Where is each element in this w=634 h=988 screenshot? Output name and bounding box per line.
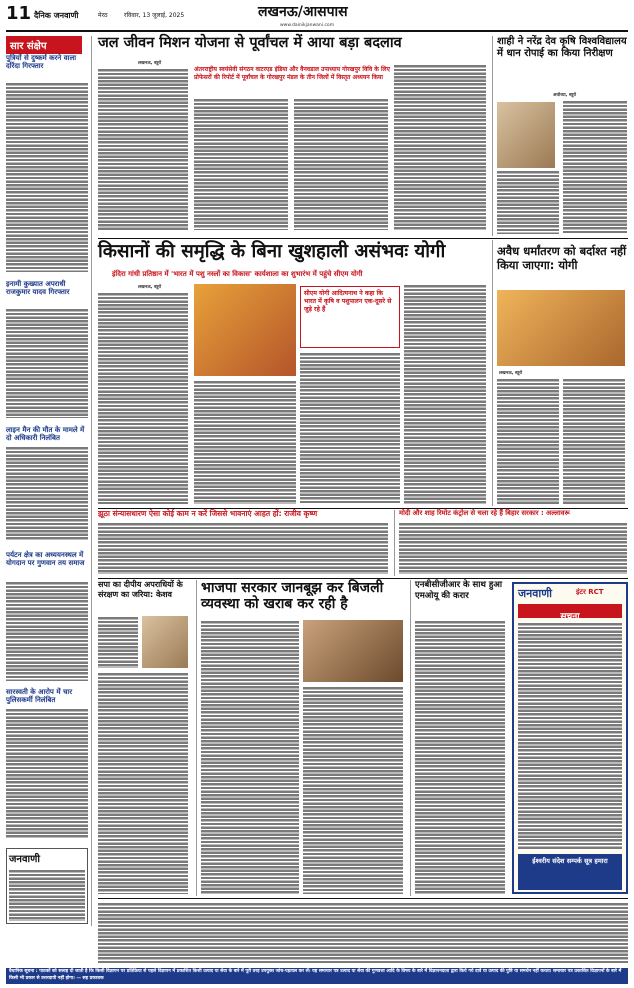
bottom-a-col bbox=[98, 672, 188, 894]
right-mid-headline: अवैध धर्मांतरण को बर्दाश्त नहीं किया जाएगा: योगी bbox=[497, 244, 627, 272]
ad-title-box bbox=[518, 604, 622, 622]
top-story-byline: लखनऊ, ब्यूरो bbox=[138, 61, 162, 66]
bottom-b-headline: भाजपा सरकार जानबूझ कर बिजली व्यवस्था को खराब कर रही है bbox=[201, 580, 384, 612]
website[interactable]: www.dainikjanwani.com bbox=[280, 23, 335, 28]
right-top-byline: अयोध्या, ब्यूरो bbox=[553, 93, 577, 98]
sidebar-item-head: पुत्रियों से दुष्कर्म करने वाला दरिंदा गिरफ्तार bbox=[6, 54, 77, 70]
section-title: लखनऊ/आसपास bbox=[258, 4, 348, 20]
ad-logo: जनवाणी bbox=[518, 587, 553, 600]
imprint-lines bbox=[9, 869, 85, 921]
sidebar-title: सार संक्षेप bbox=[6, 36, 82, 54]
right-top-story bbox=[492, 36, 628, 236]
lead-headline: किसानों की समृद्धि के बिना खुशहाली असंभवः योगी bbox=[98, 241, 446, 262]
office-contacts bbox=[98, 902, 628, 964]
ad-footer: ईश्वरीय संदेश सम्पर्क सूत्र हमारा bbox=[532, 857, 608, 865]
divider bbox=[98, 238, 628, 239]
top-story bbox=[98, 36, 486, 236]
paper-name: दैनिक जनवाणी bbox=[34, 11, 79, 20]
issue-date: रविवार, 13 जुलाई, 2025 bbox=[124, 12, 185, 19]
lead-col bbox=[98, 292, 188, 504]
photo-akhilesh bbox=[303, 620, 403, 682]
sidebar-item-head: सारस्वती के आरोप में चार पुलिसकर्मी निलंबित bbox=[6, 688, 73, 704]
right-mid-col bbox=[497, 378, 559, 504]
sidebar bbox=[6, 36, 92, 926]
strip-left-col bbox=[98, 522, 388, 574]
lead-col bbox=[300, 352, 400, 504]
legal-notice-bar bbox=[6, 968, 628, 984]
divider bbox=[98, 578, 628, 579]
ad-caption: इंटर RCT bbox=[576, 588, 604, 596]
right-mid-story bbox=[492, 240, 628, 506]
sidebar-item-body bbox=[6, 708, 88, 838]
bottom-c-headline: एनबीसीजीआर के साथ हुआ एमओयू की करार bbox=[415, 580, 503, 601]
top-story-headline: जल जीवन मिशन योजना से पूर्वांचल में आया बड़ा बदलाव bbox=[98, 35, 402, 51]
legal-notice: वैधानिक सूचना : पाठकों को सलाह दी जाती है कि किसी विज्ञापन पर प्रतिक्रिया से पहले विज्ञापन में प्रकाशित किसी उत्पाद या सेवा के बारे में पूरी तरह उपयुक्त जांच-पड़ताल कर लें। यह समाचार पत्र उत्पाद या सेवा की गुणवत्ता आदि के विषय के बारे में विज्ञापनदाता द्वारा किये गये दावे या उत्पाद की पुष्टि या समर्थन नहीं करता। समाचार पत्र प्रकाशित विज्ञापनों के बारे में किसी भी प्रकार से उत्तरदायी नहीं होगा। — सह प्रकाशक bbox=[9, 969, 622, 981]
bottom-b-story bbox=[196, 580, 404, 896]
strip-right-headline: मोदी और शाह रिमोट कंट्रोल से चला रहे हैं बिहार सरकार : अल्लावरू bbox=[399, 509, 570, 517]
lead-pullquote-box bbox=[300, 286, 400, 348]
sidebar-logo bbox=[6, 848, 88, 924]
bottom-b-col bbox=[303, 686, 403, 894]
right-top-col bbox=[497, 170, 559, 234]
ad-body bbox=[518, 622, 622, 850]
photo-cm-yogi bbox=[194, 284, 296, 376]
right-mid-col bbox=[563, 378, 625, 504]
lead-pullquote: सीएम योगी आदित्यनाथ ने कहा कि भारत में कृषि व पशुपालन एक-दूसरे से जुड़े रहे हैं bbox=[304, 290, 392, 313]
page-number: 11 bbox=[6, 3, 32, 24]
lead-col bbox=[404, 284, 486, 504]
sidebar-item-head: लाइन मैन की मौत के मामले में दो अधिकारी निलंबित bbox=[6, 426, 85, 442]
sidebar-item-head: पर्यटन क्षेत्र का अध्ययनस्थल में योगदान पर गुणवान तय समाज bbox=[6, 551, 85, 567]
bottom-a-story bbox=[98, 580, 190, 896]
divider bbox=[98, 898, 628, 899]
lead-story bbox=[98, 240, 486, 506]
bottom-a-headline: सपा का दीपीय अपराधियों के संरक्षण का जरिया: केशव bbox=[98, 580, 183, 599]
ad-title: सूचना bbox=[560, 612, 580, 622]
top-story-subhead: अंतरराष्ट्रीय स्वयंसेवी संगठन वाटरएड इंडिया और वैनवडाल उपाध्याय गोरखपुर विवि के लिए प्रोफेसरों की रिपोर्ट में पूर्वांचल के गोरखपुर मंडल के तीन जिलों में विस्तृत अध्ययन किया bbox=[194, 66, 390, 81]
right-top-col bbox=[563, 100, 627, 234]
bottom-c-story bbox=[410, 580, 506, 896]
sidebar-logo-text: जनवाणी bbox=[9, 854, 40, 865]
bottom-c-col bbox=[415, 620, 505, 894]
bottom-a-col bbox=[98, 616, 138, 668]
top-story-col bbox=[98, 68, 188, 230]
city: मेरठ bbox=[98, 12, 108, 19]
ad-footer-box bbox=[518, 854, 622, 890]
sidebar-item-body bbox=[6, 308, 88, 418]
top-story-col bbox=[294, 98, 388, 230]
strip-left-headline: झूठा संन्यासधारण ऐसा कोई काम न करें जिससे भावनाएं आहत हों: राजीव कृष्ण bbox=[98, 509, 318, 518]
sidebar-item-body bbox=[6, 82, 88, 272]
photo-cm-right bbox=[497, 290, 625, 366]
sidebar-item-body bbox=[6, 581, 88, 681]
right-mid-byline: लखनऊ, ब्यूरो bbox=[499, 371, 523, 376]
masthead-rule bbox=[6, 30, 628, 32]
sidebar-item-body bbox=[6, 446, 88, 541]
lead-kicker: इंदिरा गांधी प्रतिष्ठान में 'भारत में पशु नस्लों का विकास' कार्यशाला का शुभारंभ में पहुंचे सीएम योगी bbox=[112, 270, 363, 278]
top-story-col bbox=[194, 98, 288, 230]
masthead bbox=[6, 4, 628, 28]
strip-right-story bbox=[394, 510, 628, 576]
photo-keshav bbox=[142, 616, 188, 668]
strip-right-col bbox=[399, 522, 627, 574]
photo-portrait bbox=[497, 102, 555, 168]
right-top-headline: शाही ने नरेंद्र देव कृषि विश्वविद्यालय में धान रोपाई का किया निरीक्षण bbox=[497, 36, 627, 59]
lead-byline: लखनऊ, ब्यूरो bbox=[138, 285, 162, 290]
advertisement[interactable] bbox=[512, 582, 628, 894]
lead-col bbox=[194, 380, 296, 504]
bottom-b-col bbox=[201, 620, 299, 894]
sidebar-item-head: इनामी कुख्यात अपराधी राजकुमार यादव गिरफ्तार bbox=[6, 280, 70, 296]
strip-left-story bbox=[98, 510, 388, 576]
top-story-col bbox=[394, 64, 486, 230]
